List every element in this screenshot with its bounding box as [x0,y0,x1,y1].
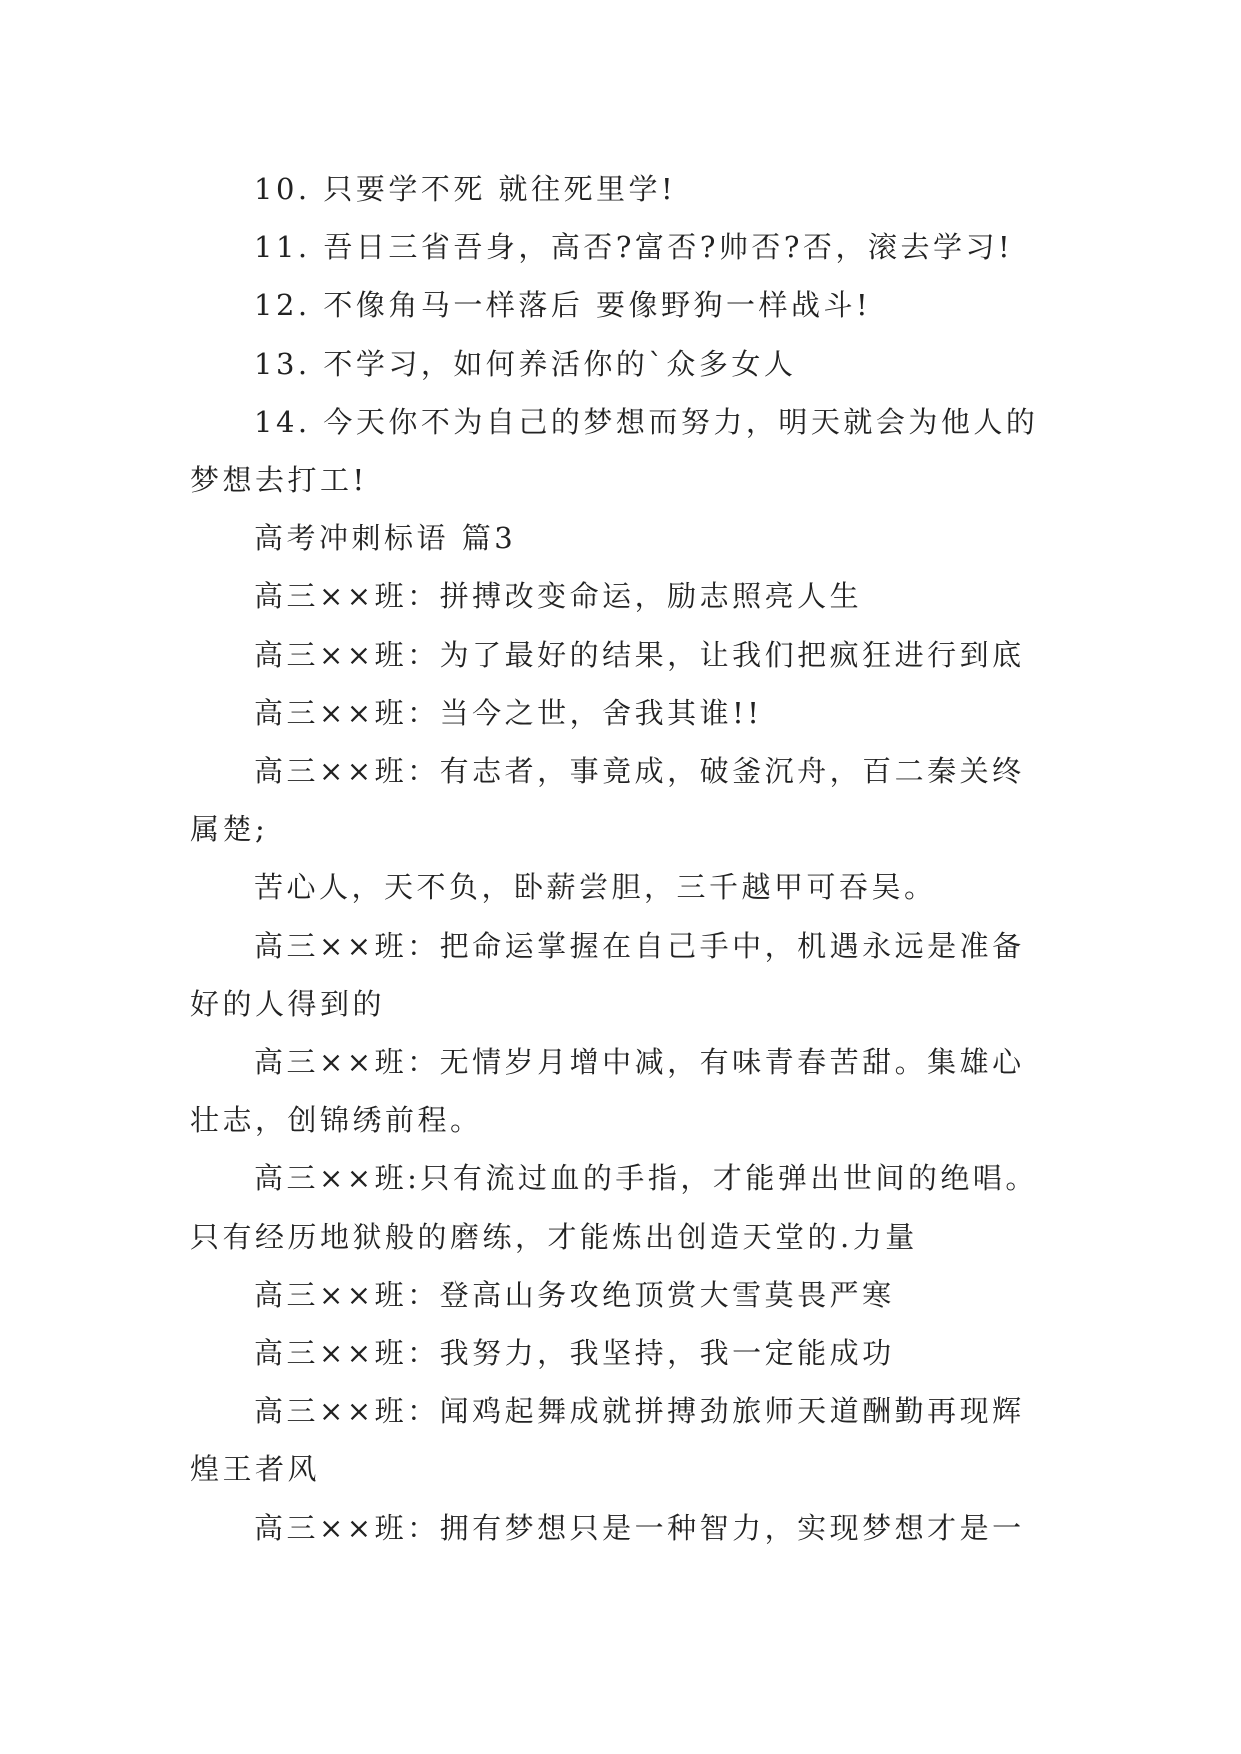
paragraph: 11. 吾日三省吾身，高否?富否?帅否?否，滚去学习! [254,230,1014,265]
paragraph: 高三××班：有志者，事竟成，破釜沉舟，百二秦关终属楚; [190,754,1025,847]
section-heading: 高考冲刺标语 篇3 [254,521,517,556]
paragraph: 高三××班：我努力，我坚持，我一定能成功 [254,1336,895,1371]
document-body [190,160,1055,1557]
paragraph: 苦心人，天不负，卧薪尝胆，三千越甲可吞吴。 [254,870,937,905]
paragraph: 13. 不学习，如何养活你的`众多女人 [254,346,797,381]
paragraph: 14. 今天你不为自己的梦想而努力，明天就会为他人的梦想去打工! [190,404,1039,498]
paragraph: 高三××班：拼搏改变命运，励志照亮人生 [254,579,863,614]
paragraph: 高三××班：拥有梦想只是一种智力，实现梦想才是一 [254,1510,1025,1545]
paragraph: 12. 不像角马一样落后 要像野狗一样战斗! [254,288,872,323]
paragraph: 10. 只要学不死 就往死里学! [254,172,677,206]
paragraph: 高三××班：闻鸡起舞成就拼搏劲旅师天道酬勤再现辉煌王者风 [190,1394,1025,1487]
paragraph: 高三××班：当今之世，舍我其谁!! [254,695,763,730]
paragraph: 高三××班：把命运掌握在自己手中，机遇永远是准备好的人得到的 [190,928,1025,1021]
paragraph: 高三××班：登高山务攻绝顶赏大雪莫畏严寒 [254,1277,895,1312]
paragraph: 高三××班：为了最好的结果，让我们把疯狂进行到底 [254,637,1025,672]
paragraph: 高三××班:只有流过血的手指，才能弹出世间的绝唱。只有经历地狱般的磨练，才能炼出创造天堂的.力量 [190,1161,1038,1254]
paragraph: 高三××班：无情岁月增中减，有味青春苦甜。集雄心壮志，创锦绣前程。 [190,1045,1025,1138]
